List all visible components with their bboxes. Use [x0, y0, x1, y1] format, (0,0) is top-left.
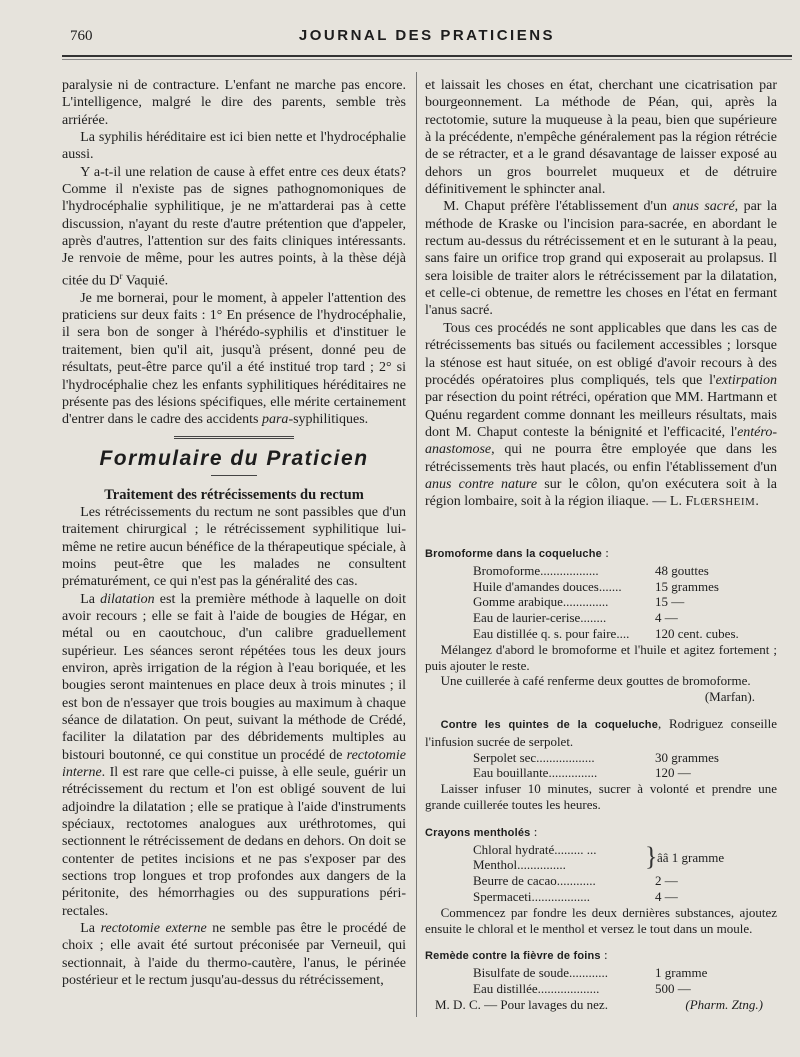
article-subtitle: Traitement des rétrécissements du rectum — [104, 486, 364, 503]
ingredient-row: Serpolet sec.................. 30 grammes — [473, 749, 719, 765]
paragraph: Je me bornerai, pour le moment, à appeler l'attention des praticiens sur deux faits : 1° En présence de l'hydrocéphalie, il sera bon de songer à l'hérédo-syphilis et d'instituer le traitement, bien qu'il ait, jusqu'à présent, donné peu de résultats, peut-être parce qu'il a été institué trop tard ; 2° si l'hydrocéphalie chez les enfants syphilitiques héréditaires ne présente pas des lésions spécifiques, elle mérite certainement d'entrer dans le cadre des accidents para-syphilitiques. — [62, 290, 406, 428]
paragraph: La dilatation est la première méthode à laquelle on doit avoir recours ; elle se fait à l'aide de bougies de Hégar, en métal ou en caoutchouc, d'un calibre graduellement supérieur. Les séances seront répétées tous les deux jours environ, après irrigation de la région à l'eau boriquée, et les bougies seront maintenues en place deux à trois minutes ; il est bon de n'essayer que trois bougies au maximum à chaque séance de dilatation. On peut, suivant la méthode de Crédé, faciliter la dilatation par des débridements multiples au bistouri boutonné, ce qui constitue un procédé de rectotomie interne. Il est rare que celle-ci puisse, à elle seule, guérir un rétrécissement du rectum et l'on est obligé souvent de lui adjoindre la dilatation ; elle se pratique à l'aide d'instruments spéciaux, rectotomes analogues aux uréthrotomes, qui sectionnent le rétrécissement de dedans en dehors. On doit se contenter de petites incisions et ne pas s'exposer par des sections trop longues et trop profondes aux dangers de la péritonite, des hémorrhagies ou des suppurations péri-rectales. — [62, 591, 406, 919]
ingredient-row: Menthol............... — [473, 857, 566, 873]
ingredient-row: Huile d'amandes douces....... 15 grammes — [473, 578, 719, 594]
brace-glyph: } — [645, 841, 658, 871]
ingredient-row: Beurre de cacao............ 2 — — [473, 873, 678, 889]
ingredient-row: Eau bouillante............... 120 — — [473, 765, 691, 781]
recipe-title: Contre les quintes de la coqueluche, Rodriguez conseille l'infusion sucrée de serpolet. — [425, 715, 778, 749]
section-ornament — [174, 436, 294, 441]
paragraph: et laissait les choses en état, cherchant une cicatrisation par bourgeonnement. La méthode de Péan, qui, après la rectotomie, suture la muqueuse à la peau, bien que supérieure à la précédente, n'empêche généralement pas la région rétrécie de se rétracter, et a le grand désavantage de laisser exposé au dehors un gros bourrelet muqueux et de détruire définitivement le sphincter anal. — [425, 78, 777, 198]
ingredient-row: Bisulfate de soude............ 1 gramme — [473, 965, 708, 981]
page-header — [62, 28, 792, 52]
recipes-section — [425, 545, 777, 1013]
paragraph: La syphilis héréditaire est ici bien nette et l'hydrocéphalie aussi. — [62, 130, 406, 163]
paragraph: Y a-t-il une relation de cause à effet entre ces deux états? Comme il n'existe pas de signes pathognomoniques de l'hydrocéphalie syphilitique, je ne m'attarderai pas à cette discussion, n'ayant du reste d'autre prétention que d'appeler, après d'autres, l'attention sur des faits cliniques intéressants. Je renvoie de même, pour les autres points, à la thèse déjà citée du $D^r$ Vaquié. — [62, 164, 406, 289]
ingredient-row: Gomme arabique.............. 15 — — [473, 594, 685, 610]
paragraph: La rectotomie externe ne semble pas être le procédé de choix ; elle avait été surtout préconisée par Verneuil, qui sectionnait, à l'aide du thermo-cautère, l'anus, le périnée postérieur et le rectum jusqu'au-dessus du rétrécissement, — [62, 921, 407, 989]
ingredient-row: Eau de laurier-cerise........ 4 — — [473, 610, 678, 626]
paragraph: Tous ces procédés ne sont applicables que dans les cas de rétrécissements bas situés ou facilement accessibles ; lorsque la sténose est haut située, on est obligé d'avoir recours à des procédés opératoires plus compliqués, tels que l'extirpation par résection du point rétréci, opération que MM. Hartmann et Quénu regardent comme donnant les meilleurs résultats, mais dont M. Chaput conteste la bénignité et l'efficacité, l'entéro-anastomose, qui ne pourra être employée que dans les rétrécissements très haut placés, ou enfin l'établissement d'un anus contre nature sur le côlon, qu'on exécutera soit à la région lombaire, soit à la région iliaque. — L. FLŒRSHEIM. — [425, 320, 777, 510]
recipe-title: Bromoforme dans la coqueluche : — [425, 545, 609, 560]
recipe-source: (Pharm. Ztng.) — [685, 996, 763, 1012]
recipe-note: Commencez par fondre les deux dernières substances, ajoutez ensuite le chloral et le menthol et versez le tout dans un moule. — [425, 904, 777, 936]
header-rule-thin — [62, 59, 792, 60]
recipe-note: Une cuillerée à café renferme deux gouttes de bromoforme. — [440, 673, 751, 689]
header-rule — [62, 55, 792, 57]
page-number: 760 — [70, 28, 93, 44]
ingredient-row: Eau distillée q. s. pour faire.... 120 cent. cubes. — [473, 625, 739, 641]
recipe-footer: M. D. C. — Pour lavages du nez. (Pharm. Ztng.) — [435, 996, 763, 1012]
recipe-title: Remède contre la fièvre de foins : — [425, 947, 608, 963]
section-title: Formulaire du Praticien — [99, 446, 369, 470]
recipe — [425, 545, 777, 705]
paragraph: paralysie ni de contracture. L'enfant ne marche pas encore. L'intelligence, malgré le dire des parents, semble très arriérée. — [62, 78, 406, 128]
recipe-title: Crayons mentholés : — [425, 823, 538, 839]
recipe-note: Mélangez d'abord le bromoforme et l'huile et agitez fortement ; puis ajouter le reste. — [425, 641, 777, 673]
ingredient-group — [425, 842, 777, 874]
paragraph: M. Chaput préfère l'établissement d'un anus sacré, par la méthode de Kraske ou l'incision para-sacrée, en abordant le rectum au-dessus du rétrécissement et en le suturant à la peau, sans faire un orifice trop grand qui exposerait au prolapsus. Il sera loisible de traiter alors le rétrécissement par la dilatation, et celle-ci obtenue, de remettre les choses en l'état en fermant l'anus sacré. — [425, 199, 777, 319]
right-column — [425, 77, 777, 512]
left-column — [62, 77, 406, 990]
recipe-source: (Marfan). — [704, 689, 755, 705]
ingredient-row: Spermaceti.................. 4 — — [473, 888, 678, 904]
ingredient-row: Bromoforme.................. 48 gouttes — [473, 562, 709, 578]
title-underline — [211, 475, 257, 476]
column-divider — [416, 72, 417, 1017]
recipe — [425, 947, 777, 1012]
ingredient-quantity: ââ 1 gramme — [657, 849, 725, 865]
paragraph: Les rétrécissements du rectum ne sont passibles que d'un traitement chirurgical ; le rétrécissement syphilitique lui-même ne retire aucun bénéfice de la thérapeutique spéciale, à moins peut-être que les malades ne consultent prématurément, ce qui n'est pas la généralité des cas. — [62, 504, 406, 590]
recipe — [425, 824, 777, 937]
recipe-note: Laisser infuser 10 minutes, sucrer à volonté et prendre une grande cuillerée toutes les heures. — [425, 781, 777, 812]
recipe — [425, 716, 777, 813]
ingredient-row: Chloral hydraté......... ... — [473, 841, 597, 857]
ingredient-row: Eau distillée................... 500 — — [473, 980, 691, 996]
journal-title: JOURNAL DES PRATICIENS — [298, 27, 556, 44]
